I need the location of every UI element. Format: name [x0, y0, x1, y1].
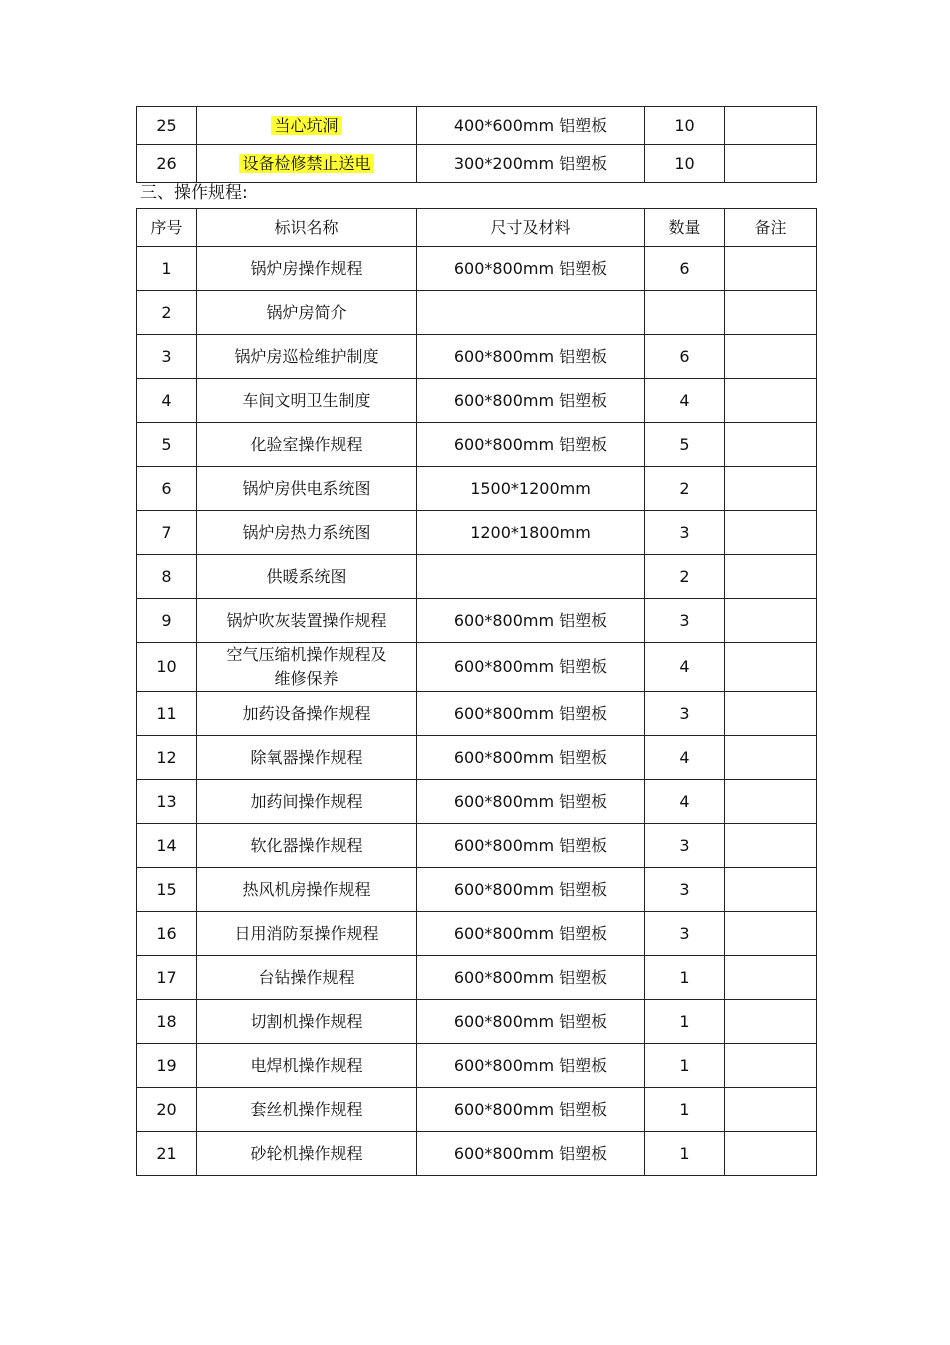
cell-name: 锅炉房简介 — [197, 291, 417, 335]
cell-note — [725, 247, 817, 291]
cell-no: 20 — [137, 1088, 197, 1132]
cell-size: 1500*1200mm — [417, 467, 645, 511]
cell-name: 日用消防泵操作规程 — [197, 912, 417, 956]
cell-name — [197, 643, 417, 692]
cell-note — [725, 423, 817, 467]
cell-size — [417, 555, 645, 599]
signage-table-continued — [136, 106, 817, 183]
cell-no: 12 — [137, 736, 197, 780]
cell-no: 17 — [137, 956, 197, 1000]
cell-note — [725, 912, 817, 956]
cell-note — [725, 692, 817, 736]
cell-qty: 3 — [645, 824, 725, 868]
table-row — [137, 599, 817, 643]
table-row — [137, 956, 817, 1000]
cell-no: 16 — [137, 912, 197, 956]
cell-note — [725, 599, 817, 643]
cell-qty: 5 — [645, 423, 725, 467]
table-row — [137, 379, 817, 423]
cell-qty — [645, 291, 725, 335]
cell-no: 11 — [137, 692, 197, 736]
cell-name: 砂轮机操作规程 — [197, 1132, 417, 1176]
cell-no: 2 — [137, 291, 197, 335]
cell-size: 600*800mm 铝塑板 — [417, 1132, 645, 1176]
cell-name — [197, 107, 417, 145]
highlighted-name: 设备检修禁止送电 — [239, 154, 373, 173]
cell-no: 15 — [137, 868, 197, 912]
cell-qty: 1 — [645, 1000, 725, 1044]
table-row — [137, 555, 817, 599]
cell-no: 8 — [137, 555, 197, 599]
table-row — [137, 912, 817, 956]
cell-note — [725, 824, 817, 868]
cell-qty: 1 — [645, 1088, 725, 1132]
cell-name: 热风机房操作规程 — [197, 868, 417, 912]
cell-name: 除氧器操作规程 — [197, 736, 417, 780]
cell-size: 600*800mm 铝塑板 — [417, 1044, 645, 1088]
cell-name: 化验室操作规程 — [197, 423, 417, 467]
cell-no: 5 — [137, 423, 197, 467]
highlighted-name: 当心坑洞 — [271, 116, 341, 135]
cell-note — [725, 555, 817, 599]
cell-name: 锅炉房巡检维护制度 — [197, 335, 417, 379]
cell-size: 400*600mm 铝塑板 — [417, 107, 645, 145]
operating-rules-table — [136, 208, 817, 1176]
cell-size: 600*800mm 铝塑板 — [417, 1000, 645, 1044]
cell-name: 锅炉房操作规程 — [197, 247, 417, 291]
table-header-row — [137, 209, 817, 247]
cell-qty: 3 — [645, 599, 725, 643]
table-row — [137, 1132, 817, 1176]
cell-no: 6 — [137, 467, 197, 511]
table-row — [137, 291, 817, 335]
table-row — [137, 643, 817, 692]
header-no: 序号 — [137, 209, 197, 247]
cell-no: 13 — [137, 780, 197, 824]
cell-name: 锅炉吹灰装置操作规程 — [197, 599, 417, 643]
cell-no: 4 — [137, 379, 197, 423]
cell-qty: 3 — [645, 692, 725, 736]
cell-no: 14 — [137, 824, 197, 868]
header-size: 尺寸及材料 — [417, 209, 645, 247]
cell-size: 600*800mm 铝塑板 — [417, 423, 645, 467]
table-row — [137, 736, 817, 780]
cell-qty: 6 — [645, 247, 725, 291]
cell-qty: 1 — [645, 1044, 725, 1088]
cell-qty: 2 — [645, 555, 725, 599]
cell-name: 加药间操作规程 — [197, 780, 417, 824]
cell-qty: 4 — [645, 736, 725, 780]
cell-name — [197, 145, 417, 183]
table-row — [137, 1044, 817, 1088]
cell-qty: 1 — [645, 1132, 725, 1176]
cell-qty: 3 — [645, 912, 725, 956]
cell-no: 18 — [137, 1000, 197, 1044]
header-qty: 数量 — [645, 209, 725, 247]
cell-note — [725, 780, 817, 824]
cell-name: 切割机操作规程 — [197, 1000, 417, 1044]
cell-name: 电焊机操作规程 — [197, 1044, 417, 1088]
cell-note — [725, 1132, 817, 1176]
cell-note — [725, 1044, 817, 1088]
header-note: 备注 — [725, 209, 817, 247]
cell-qty: 2 — [645, 467, 725, 511]
cell-no: 3 — [137, 335, 197, 379]
cell-size: 600*800mm 铝塑板 — [417, 956, 645, 1000]
cell-qty: 10 — [645, 145, 725, 183]
cell-note — [725, 335, 817, 379]
cell-no: 7 — [137, 511, 197, 555]
table-row — [137, 1000, 817, 1044]
cell-qty: 1 — [645, 956, 725, 1000]
cell-name: 车间文明卫生制度 — [197, 379, 417, 423]
cell-qty: 10 — [645, 107, 725, 145]
cell-size — [417, 291, 645, 335]
cell-qty: 3 — [645, 868, 725, 912]
cell-name: 供暖系统图 — [197, 555, 417, 599]
cell-name: 套丝机操作规程 — [197, 1088, 417, 1132]
cell-no: 1 — [137, 247, 197, 291]
table-row — [137, 107, 817, 145]
cell-name: 锅炉房供电系统图 — [197, 467, 417, 511]
cell-note — [725, 145, 817, 183]
cell-size: 600*800mm 铝塑板 — [417, 692, 645, 736]
table-row — [137, 511, 817, 555]
cell-size: 600*800mm 铝塑板 — [417, 868, 645, 912]
section-title: 三、操作规程: — [140, 183, 248, 203]
cell-name: 软化器操作规程 — [197, 824, 417, 868]
cell-size: 1200*1800mm — [417, 511, 645, 555]
header-name: 标识名称 — [197, 209, 417, 247]
cell-note — [725, 868, 817, 912]
table-row — [137, 335, 817, 379]
cell-note — [725, 736, 817, 780]
cell-note — [725, 107, 817, 145]
cell-note — [725, 511, 817, 555]
table-row — [137, 868, 817, 912]
cell-size: 600*800mm 铝塑板 — [417, 736, 645, 780]
cell-size: 600*800mm 铝塑板 — [417, 335, 645, 379]
cell-no: 26 — [137, 145, 197, 183]
cell-note — [725, 1088, 817, 1132]
cell-note — [725, 643, 817, 692]
cell-size: 600*800mm 铝塑板 — [417, 824, 645, 868]
cell-no: 10 — [137, 643, 197, 692]
table-row — [137, 780, 817, 824]
cell-note — [725, 291, 817, 335]
cell-note — [725, 379, 817, 423]
cell-name: 加药设备操作规程 — [197, 692, 417, 736]
cell-size: 600*800mm 铝塑板 — [417, 1088, 645, 1132]
cell-note — [725, 956, 817, 1000]
cell-note — [725, 1000, 817, 1044]
table-row — [137, 1088, 817, 1132]
cell-no: 19 — [137, 1044, 197, 1088]
cell-qty: 6 — [645, 335, 725, 379]
cell-qty: 4 — [645, 780, 725, 824]
cell-note — [725, 467, 817, 511]
cell-size: 600*800mm 铝塑板 — [417, 247, 645, 291]
table-row — [137, 145, 817, 183]
table-row — [137, 692, 817, 736]
cell-size: 600*800mm 铝塑板 — [417, 599, 645, 643]
cell-name-line: 维修保养 — [274, 669, 339, 688]
cell-no: 25 — [137, 107, 197, 145]
cell-qty: 4 — [645, 643, 725, 692]
cell-name: 台钻操作规程 — [197, 956, 417, 1000]
cell-no: 21 — [137, 1132, 197, 1176]
table-row — [137, 467, 817, 511]
cell-no: 9 — [137, 599, 197, 643]
cell-name: 锅炉房热力系统图 — [197, 511, 417, 555]
table-row — [137, 247, 817, 291]
cell-qty: 4 — [645, 379, 725, 423]
cell-size: 600*800mm 铝塑板 — [417, 379, 645, 423]
cell-size: 600*800mm 铝塑板 — [417, 780, 645, 824]
cell-name-line: 空气压缩机操作规程及 — [226, 645, 387, 664]
cell-size: 300*200mm 铝塑板 — [417, 145, 645, 183]
cell-size: 600*800mm 铝塑板 — [417, 912, 645, 956]
cell-size: 600*800mm 铝塑板 — [417, 643, 645, 692]
cell-qty: 3 — [645, 511, 725, 555]
table-row — [137, 824, 817, 868]
table-row — [137, 423, 817, 467]
